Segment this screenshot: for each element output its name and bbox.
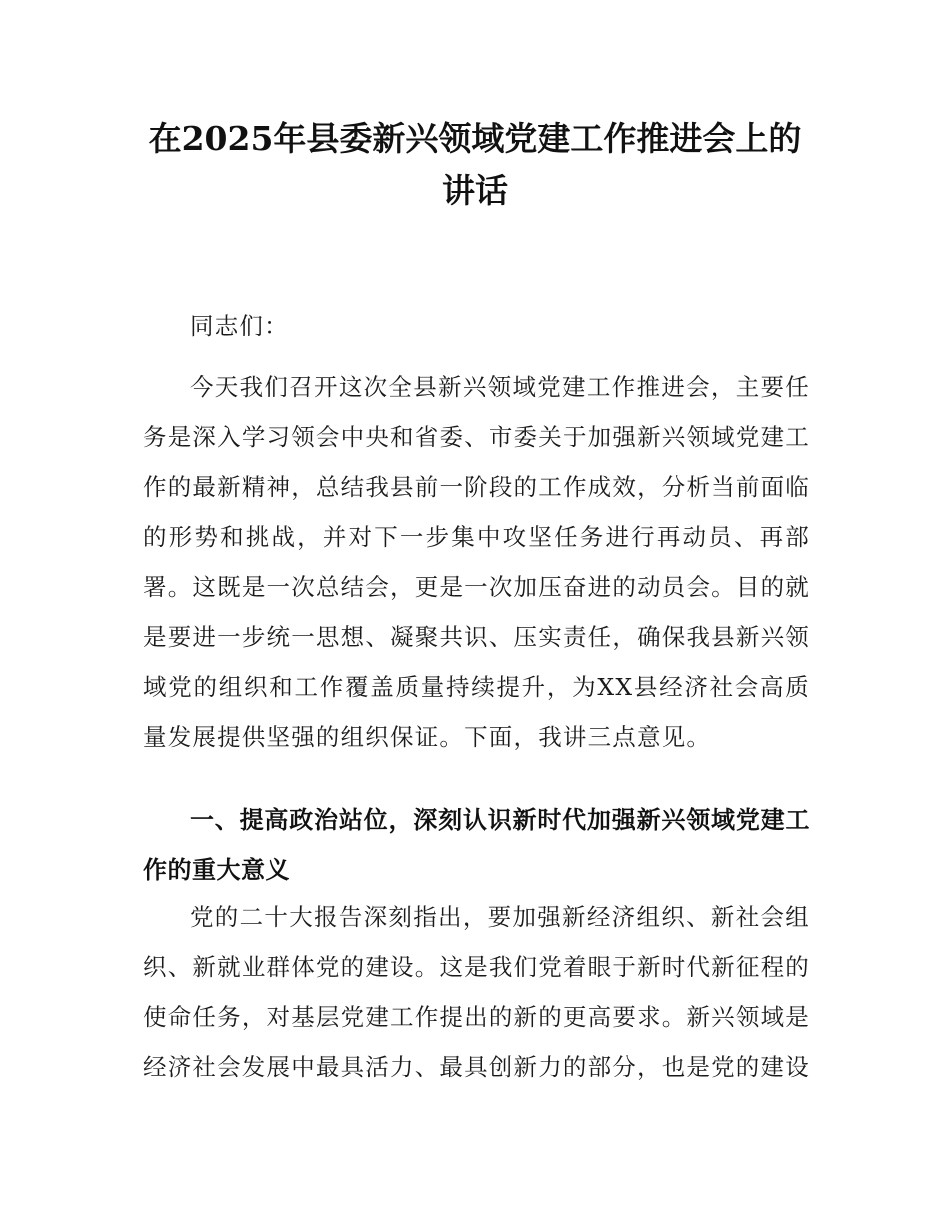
section-heading-1: 一、提高政治站位，深刻认识新时代加强新兴领域党建工作的重大意义 [143, 806, 810, 884]
document-title-line-1: 在2025年县委新兴领域党建工作推进会上的 [148, 119, 802, 158]
section-1-paragraph: 党的二十大报告深刻指出，要加强新经济组织、新社会组织、新就业群体党的建设。这是我们党着眼于新时代新征程的使命任务，对基层党建工作提出的新的更高要求。新兴领域是经济社会发展中最具活力、最具创新力的部分，也是党的建设 [143, 903, 810, 1081]
opening-paragraph: 今天我们召开这次全县新兴领域党建工作推进会，主要任务是深入学习领会中央和省委、市委关于加强新兴领域党建工作的最新精神，总结我县前一阶段的工作成效，分析当前面临的形势和挑战，并对下一步集中攻坚任务进行再动员、再部署。这既是一次总结会，更是一次加压奋进的动员会。目的就是要进一步统一思想、凝聚共识、压实责任，确保我县新兴领域党的组织和工作覆盖质量持续提升，为XX县经济社会高质量发展提供坚强的组织保证。下面，我讲三点意见。 [143, 373, 810, 751]
greeting: 同志们： [190, 312, 289, 340]
document-title-line-2: 讲话 [442, 171, 508, 210]
document-title [120, 113, 830, 217]
